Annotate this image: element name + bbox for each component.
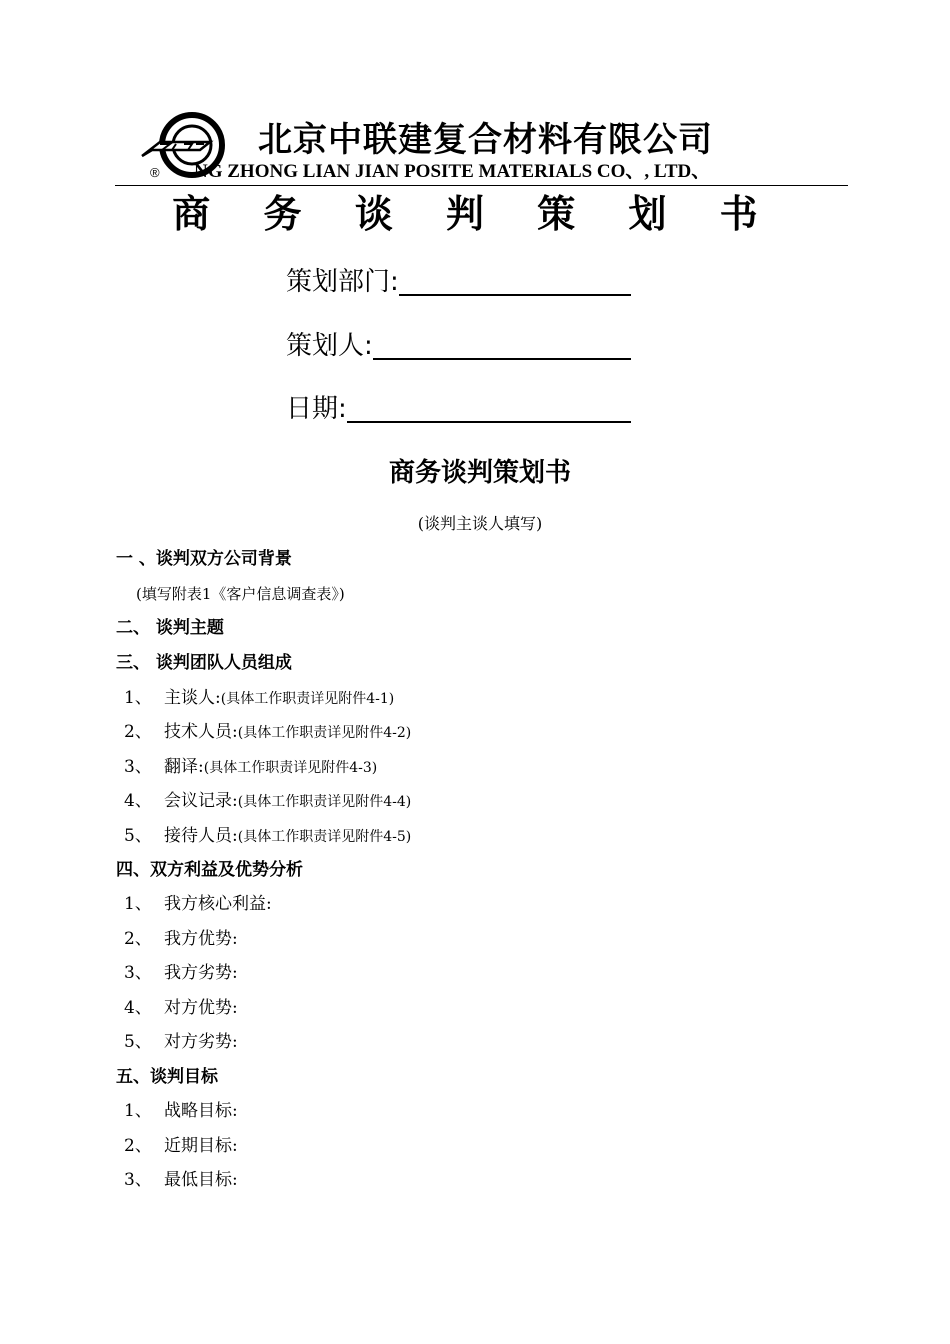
list-item xyxy=(124,686,394,711)
item-note: (具体工作职责详见附件4-2) xyxy=(237,725,412,741)
item-label: 我方核心利益: xyxy=(164,894,272,914)
item-number: 5、 xyxy=(124,826,152,846)
section-heading: 三、 谈判团队人员组成 xyxy=(116,653,292,673)
item-note: (具体工作职责详见附件4-5) xyxy=(237,829,412,845)
fill-in-line[interactable] xyxy=(373,328,631,360)
fill-in-line[interactable] xyxy=(347,391,631,423)
list-item xyxy=(124,996,238,1020)
item-label: 翻译: xyxy=(164,757,204,777)
field-label: 日期: xyxy=(286,394,347,424)
list-item xyxy=(124,789,411,814)
field-planner xyxy=(286,328,631,364)
company-name-cn: 北京中联建复合材料有限公司 xyxy=(258,120,713,160)
field-date xyxy=(286,391,631,427)
item-label: 最低目标: xyxy=(164,1170,238,1190)
item-label: 技术人员: xyxy=(164,722,238,742)
section-heading: 一 、谈判双方公司背景 xyxy=(116,549,292,569)
fill-in-line[interactable] xyxy=(399,264,631,296)
list-item xyxy=(124,720,411,745)
item-label: 对方优势: xyxy=(164,998,238,1018)
item-number: 2、 xyxy=(124,1136,152,1156)
item-label: 会议记录: xyxy=(164,791,238,811)
item-number: 4、 xyxy=(124,998,152,1018)
item-number: 1、 xyxy=(124,688,152,708)
item-label: 我方优势: xyxy=(164,929,238,949)
item-note: (具体工作职责详见附件4-4) xyxy=(237,794,412,810)
item-label: 主谈人: xyxy=(164,688,221,708)
letterhead-divider xyxy=(115,185,848,186)
section-note: (填写附表1《客户信息调查表》) xyxy=(136,585,345,603)
item-number: 1、 xyxy=(124,894,152,914)
item-label: 对方劣势: xyxy=(164,1032,238,1052)
list-item xyxy=(124,1134,238,1158)
list-item xyxy=(124,755,377,780)
field-label: 策划人: xyxy=(286,331,373,361)
item-number: 2、 xyxy=(124,722,152,742)
item-number: 3、 xyxy=(124,757,152,777)
item-label: 接待人员: xyxy=(164,826,238,846)
list-item xyxy=(124,824,411,849)
item-note: (具体工作职责详见附件4-3) xyxy=(203,760,378,776)
item-note: (具体工作职责详见附件4-1) xyxy=(220,691,395,707)
list-item xyxy=(124,892,272,916)
item-number: 5、 xyxy=(124,1032,152,1052)
field-planning-department xyxy=(286,264,631,300)
item-number: 2、 xyxy=(124,929,152,949)
item-label: 近期目标: xyxy=(164,1136,238,1156)
registered-mark: ® xyxy=(150,165,160,180)
document-title: 商务谈判策划书 xyxy=(388,458,571,488)
list-item xyxy=(124,1168,238,1192)
list-item xyxy=(124,1099,238,1123)
item-label: 我方劣势: xyxy=(164,963,238,983)
cover-title: 商 务 谈 判 策 划 书 xyxy=(172,192,778,236)
list-item xyxy=(124,927,238,951)
item-number: 3、 xyxy=(124,963,152,983)
field-label: 策划部门: xyxy=(286,267,399,297)
item-number: 4、 xyxy=(124,791,152,811)
section-heading: 四、双方利益及优势分析 xyxy=(116,860,303,880)
item-label: 战略目标: xyxy=(164,1101,238,1121)
document-subtitle: (谈判主谈人填写) xyxy=(417,514,543,533)
company-name-en: NG ZHONG LIAN JIAN POSITE MATERIALS CO、, LTD、 xyxy=(194,161,711,182)
item-number: 1、 xyxy=(124,1101,152,1121)
list-item xyxy=(124,1030,238,1054)
section-heading: 五、谈判目标 xyxy=(116,1067,218,1087)
section-heading: 二、 谈判主题 xyxy=(116,618,224,638)
list-item xyxy=(124,961,238,985)
item-number: 3、 xyxy=(124,1170,152,1190)
